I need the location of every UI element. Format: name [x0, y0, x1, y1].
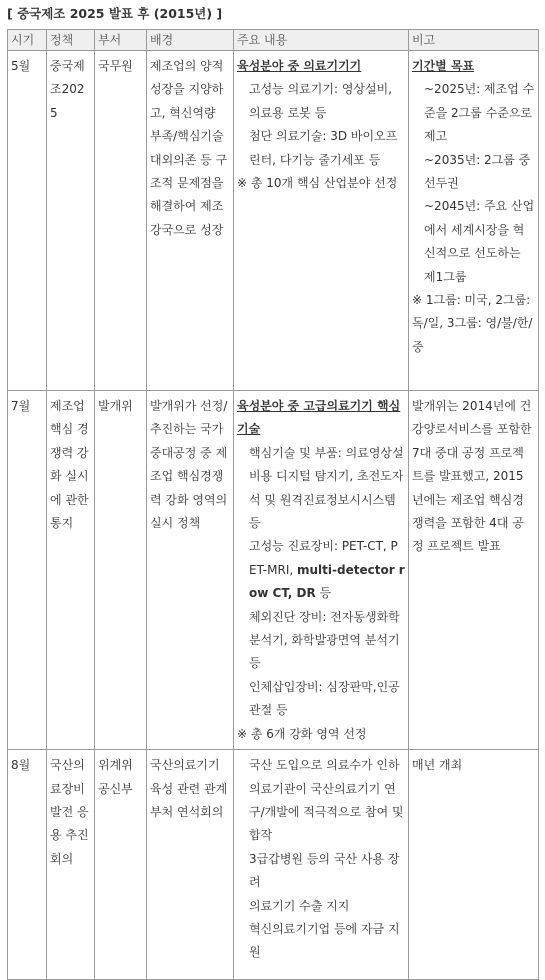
- cell-main-content: [234, 51, 409, 391]
- cell-dept: 국무원: [95, 51, 147, 391]
- header-background: 배경: [147, 30, 234, 51]
- cell-period: 5월: [8, 51, 47, 391]
- cell-notes: [409, 51, 539, 391]
- table-row: [8, 391, 539, 750]
- notes-line: ~2035년: 2그룹 중 선두권: [424, 152, 531, 191]
- main-line: 인체삽입장비: 심장판막,인공관절 등: [249, 679, 400, 718]
- notes-line: ~2025년: 제조업 수준을 2그룹 수준으로 제고: [424, 82, 535, 144]
- cell-period: 7월: [8, 391, 47, 750]
- main-line: 핵심기술 및 부품: 의료영상설비용 디지털 탐지기, 초전도자석 및 원격진료정보시시스템 등: [249, 445, 404, 531]
- header-period: 시기: [8, 30, 47, 51]
- main-line-text: 등: [315, 586, 332, 601]
- cell-policy: 국산의료장비 발전 응용 추진 회의: [47, 750, 95, 980]
- cell-background: 제조업의 양적 성장을 지양하고, 혁신역량 부족/핵심기술 대외의존 등 구조적 문제점을 해결하여 제조강국으로 성장: [147, 51, 234, 391]
- main-line: 고성능 의료기기: 영상설비, 의료용 로봇 등: [249, 82, 392, 120]
- header-policy: 정책: [47, 30, 95, 51]
- main-line: 첨단 의료기술: 3D 바이오프린터, 다기능 줄기세포 등: [249, 129, 398, 167]
- header-dept: 부서: [95, 30, 147, 51]
- table-row: [8, 750, 539, 980]
- main-line: 3급갑병원 등의 국산 사용 장려: [249, 851, 400, 890]
- main-line: 국산 도입으로 의료수가 인하: [249, 758, 400, 773]
- main-line: 의료기관이 국산의료기기 연구/개발에 적극적으로 참여 및 합작: [249, 781, 404, 843]
- cell-period: 8월: [8, 750, 47, 980]
- main-line: 혁신의료기기업 등에 자금 지원: [249, 921, 400, 960]
- main-line: ※ 총 6개 강화 영역 선정: [237, 726, 367, 741]
- cell-dept: 위계위 공신부: [95, 750, 147, 980]
- cell-policy: 제조업 핵심 경쟁력 강화 실시에 관한 통지: [47, 391, 95, 750]
- notes-line: ※ 1그룹: 미국, 2그룹: 독/일, 3그룹: 영/불/한/중: [412, 293, 533, 354]
- notes-heading: 기간별 목표: [412, 59, 475, 73]
- cell-background: 발개위가 선정/추진하는 국가 중대공정 중 제조업 핵심경쟁력 강화 영역의 실시 정책: [147, 391, 234, 750]
- cell-dept: 발개위: [95, 391, 147, 750]
- header-main-content: 주요 내용: [234, 30, 409, 51]
- main-line-bold: multi-detector row CT, DR: [249, 562, 405, 601]
- main-line: [237, 535, 405, 605]
- main-line: 의료기기 수출 지지: [249, 898, 350, 913]
- policy-table: [7, 29, 539, 980]
- table-header-row: [8, 30, 539, 51]
- main-line-text: 고성능 진료장비: PET-CT, PET-MRI,: [249, 539, 398, 577]
- cell-main-content: [234, 750, 409, 980]
- cell-policy: 중국제조2025: [47, 51, 95, 391]
- cell-notes: 매년 개최: [409, 750, 539, 980]
- main-heading: 육성분야 중 의료기기기: [237, 59, 362, 73]
- header-notes: 비고: [409, 30, 539, 51]
- cell-notes: 발개위는 2014년에 건강양로서비스를 포함한 7대 중대 공정 프로젝트를 발표했고, 2015년에는 제조업 핵심경쟁력을 포함한 4대 공정 프로젝트 발표: [409, 391, 539, 750]
- table-title: [ 중국제조 2025 발표 후 (2015년) ]: [7, 6, 223, 21]
- cell-background: 국산의료기기 육성 관련 관계 부처 연석회의: [147, 750, 234, 980]
- main-heading: 육성분야 중 고급의료기기 핵심기술: [237, 399, 401, 437]
- main-line: 체외진단 장비: 전자동생화학분석기, 화학발광면역 분석기 등: [249, 609, 400, 671]
- cell-main-content: [234, 391, 409, 750]
- table-row: [8, 51, 539, 391]
- main-line: ※ 총 10개 핵심 산업분야 선정: [237, 176, 398, 191]
- notes-line: ~2045년: 주요 산업에서 세계시장을 혁신적으로 선도하는 제1그룹: [424, 199, 535, 284]
